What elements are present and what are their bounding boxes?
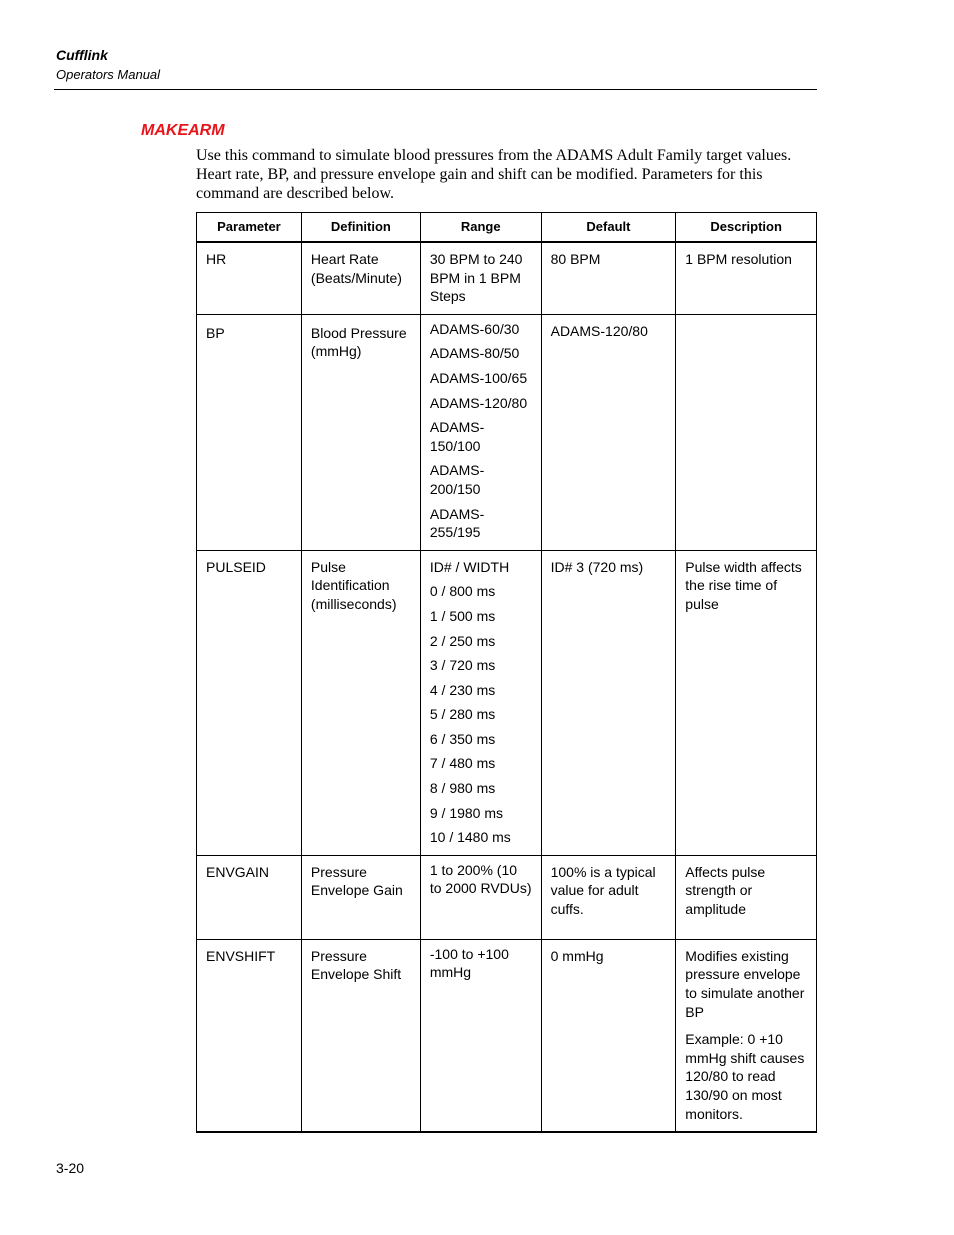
description-cell: [676, 939, 817, 1132]
column-header-default: Default: [541, 213, 676, 243]
table-row: [197, 939, 817, 1132]
range-item: 5 / 280 ms: [429, 706, 496, 723]
parameter-table: [196, 212, 817, 1133]
range-item: 9 / 1980 ms: [429, 804, 504, 821]
range-cell: [420, 242, 541, 314]
definition-cell: Pressure Envelope Gain: [301, 855, 420, 939]
page-number: 3-20: [56, 1160, 85, 1176]
range-item: 10 / 1480 ms: [429, 829, 511, 846]
definition-cell: Blood Pressure (mmHg): [301, 314, 420, 550]
range-item: ADAMS-100/65: [429, 369, 528, 386]
range-cell: [420, 855, 541, 939]
running-header-title: Cufflink: [56, 47, 108, 63]
range-item: 8 / 980 ms: [429, 780, 496, 797]
definition-cell: Pressure Envelope Shift: [301, 939, 420, 1132]
table-row: [197, 550, 817, 855]
table-row: [197, 242, 817, 314]
header-divider: [54, 89, 817, 90]
range-item: 6 / 350 ms: [429, 730, 496, 747]
description-paragraph: Example: 0 +10 mmHg shift causes 120/80 to read 130/90 on most monitors.: [685, 1031, 805, 1122]
range-item: ADAMS-60/30: [429, 320, 520, 337]
default-cell: ADAMS-120/80: [541, 314, 676, 550]
column-header-parameter: Parameter: [197, 213, 302, 243]
default-cell: 80 BPM: [541, 242, 676, 314]
running-header-subtitle: Operators Manual: [56, 67, 161, 82]
range-item: ADAMS-120/80: [429, 394, 528, 411]
column-header-definition: Definition: [301, 213, 420, 243]
range-item: ADAMS-150/100: [429, 419, 485, 454]
section-intro: Use this command to simulate blood pressures from the ADAMS Adult Family target values. Heart rate, BP, and pressure envelope gain and shift can be modified. Parameters for this command are described below.: [196, 147, 792, 202]
parameter-cell: HR: [197, 242, 302, 314]
range-item: 4 / 230 ms: [429, 681, 496, 698]
description-cell: [676, 855, 817, 939]
table-header-row: [197, 213, 817, 243]
range-item: ID# / WIDTH: [429, 558, 510, 575]
description-paragraph: Modifies existing pressure envelope to simulate another BP: [685, 947, 805, 1020]
description-paragraph: Pulse width affects the rise time of pulse: [685, 558, 802, 612]
parameter-cell: ENVSHIFT: [197, 939, 302, 1132]
range-item: ADAMS-80/50: [429, 345, 520, 362]
description-cell: [676, 550, 817, 855]
table-row: [197, 855, 817, 939]
description-cell: [676, 314, 817, 550]
range-item: 2 / 250 ms: [429, 632, 496, 649]
description-paragraph: Affects pulse strength or amplitude: [685, 863, 766, 918]
range-item: ADAMS-200/150: [429, 462, 485, 497]
description-cell: [676, 242, 817, 314]
default-cell: 0 mmHg: [541, 939, 676, 1132]
definition-cell: Pulse Identification (milliseconds): [301, 550, 420, 855]
range-cell: [420, 314, 541, 550]
range-item: 1 to 200% (10 to 2000 RVDUs): [429, 861, 532, 897]
parameter-cell: BP: [197, 314, 302, 550]
range-cell: [420, 939, 541, 1132]
range-item: 7 / 480 ms: [429, 755, 496, 772]
parameter-cell: PULSEID: [197, 550, 302, 855]
table-row: [197, 314, 817, 550]
range-item: 30 BPM to 240 BPM in 1 BPM Steps: [429, 251, 523, 305]
parameter-cell: ENVGAIN: [197, 855, 302, 939]
range-item: ADAMS-255/195: [429, 505, 485, 541]
range-item: 0 / 800 ms: [429, 583, 496, 600]
range-item: 1 / 500 ms: [429, 607, 496, 624]
description-paragraph: 1 BPM resolution: [685, 251, 792, 267]
range-item: -100 to +100 mmHg: [429, 945, 509, 981]
definition-cell: Heart Rate (Beats/Minute): [301, 242, 420, 314]
default-cell: ID# 3 (720 ms): [541, 550, 676, 855]
range-cell: [420, 550, 541, 855]
section-title: MAKEARM: [141, 122, 225, 139]
default-cell: 100% is a typical value for adult cuffs.: [541, 855, 676, 939]
column-header-description: Description: [676, 213, 817, 243]
column-header-range: Range: [420, 213, 541, 243]
range-item: 3 / 720 ms: [429, 657, 496, 674]
